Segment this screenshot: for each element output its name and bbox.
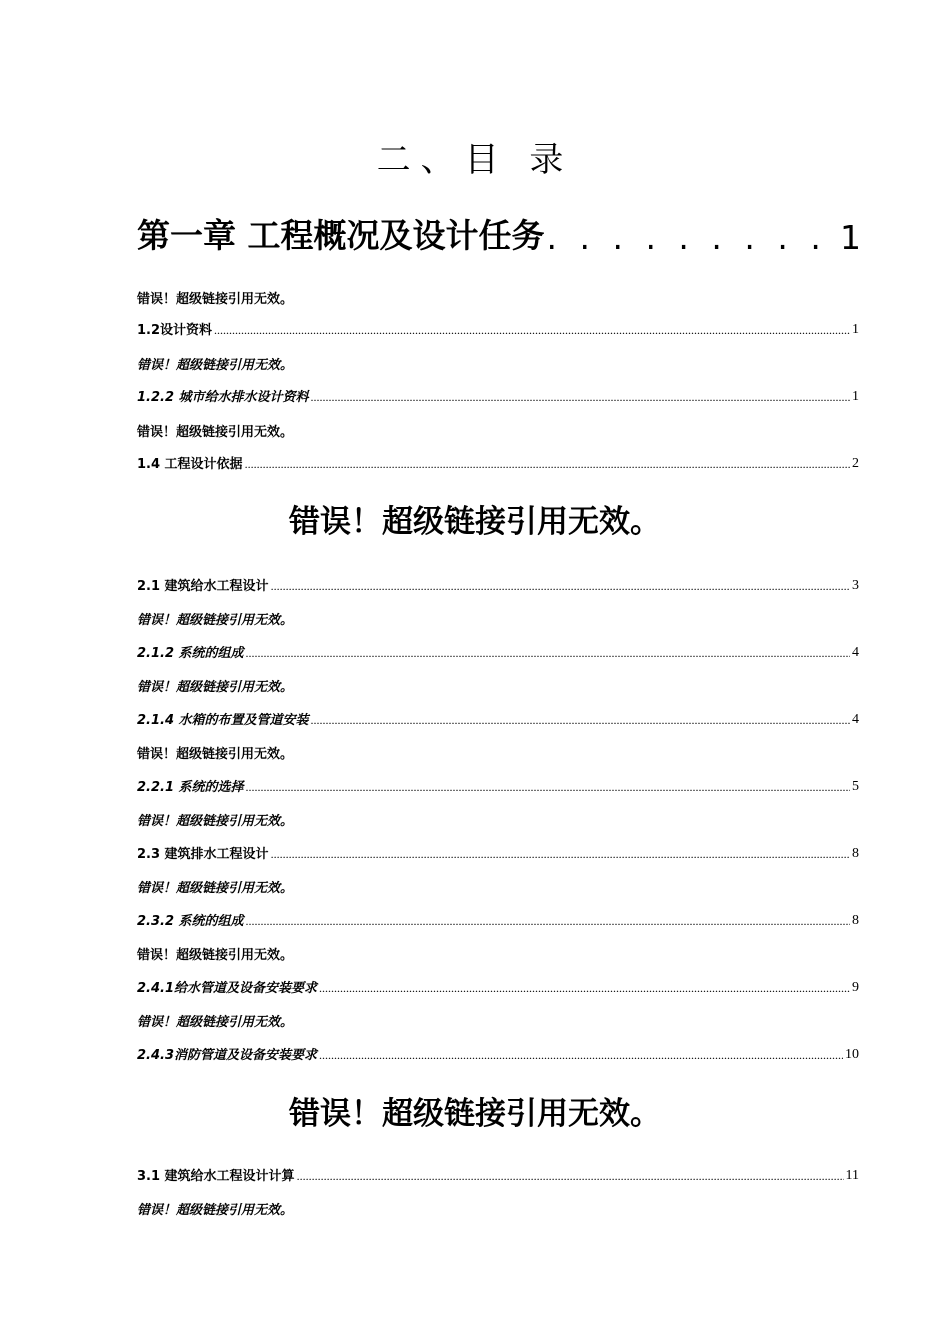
toc-entry-label: 2.1.4 水箱的布置及管道安装	[137, 713, 309, 728]
toc-error-line[interactable]: 错误！超级链接引用无效。	[137, 1015, 294, 1030]
toc-entry-label: 3.1 建筑给水工程设计计算	[137, 1169, 295, 1184]
toc-error-line[interactable]: 错误！超级链接引用无效。	[137, 613, 294, 628]
leader-dots	[271, 847, 850, 862]
toc-entry-page: 5	[852, 779, 859, 794]
toc-entry-label: 2.3 建筑排水工程设计	[137, 847, 269, 862]
toc-entry[interactable]	[137, 1164, 859, 1184]
leader-dots	[246, 646, 850, 661]
toc-entry[interactable]	[137, 976, 859, 996]
toc-entry-page: 4	[852, 645, 859, 660]
toc-entry-label: 2.1.2 系统的组成	[137, 646, 244, 661]
leader-dots	[319, 1048, 843, 1063]
toc-entry-page: 1	[852, 322, 859, 337]
toc-chapter-1-label: 第一章 工程概况及设计任务	[137, 216, 545, 255]
toc-entry[interactable]	[137, 318, 859, 338]
toc-entry[interactable]	[137, 842, 859, 862]
toc-entry-label: 2.3.2 系统的组成	[137, 914, 244, 929]
toc-chapter-1[interactable]	[137, 210, 861, 257]
leader-dots	[246, 780, 850, 795]
toc-entry[interactable]	[137, 1043, 859, 1063]
toc-entry[interactable]	[137, 641, 859, 661]
toc-error-line[interactable]: 错误！超级链接引用无效。	[137, 814, 294, 829]
toc-entry[interactable]	[137, 452, 859, 472]
toc-entry-page: 8	[852, 913, 859, 928]
toc-entry-page: 11	[845, 1168, 859, 1183]
toc-entry[interactable]	[137, 385, 859, 405]
leader-dots	[311, 390, 850, 405]
toc-error-line[interactable]: 错误！超级链接引用无效。	[137, 680, 294, 695]
toc-entry-label: 2.4.1给水管道及设备安装要求	[137, 981, 318, 996]
toc-chapter-error-heading[interactable]: 错误！超级链接引用无效。	[289, 504, 661, 540]
toc-entry-page: 9	[852, 980, 859, 995]
toc-entry[interactable]	[137, 708, 859, 728]
toc-entry-label: 2.4.3消防管道及设备安装要求	[137, 1048, 318, 1063]
toc-entry-label: 1.4 工程设计依据	[137, 457, 243, 472]
toc-error-line[interactable]: 错误！超级链接引用无效。	[137, 425, 294, 440]
toc-error-line[interactable]: 错误！超级链接引用无效。	[137, 747, 294, 762]
toc-chapter-error-heading[interactable]: 错误！超级链接引用无效。	[289, 1096, 661, 1132]
toc-entry-page: 1	[852, 389, 859, 404]
toc-title: 二、目 录	[376, 140, 574, 180]
leader-dots	[547, 218, 837, 257]
toc-entry-label: 2.2.1 系统的选择	[137, 780, 244, 795]
toc-entry-page: 2	[852, 456, 859, 471]
toc-error-line[interactable]: 错误！超级链接引用无效。	[137, 948, 294, 963]
leader-dots	[319, 981, 850, 996]
toc-error-line[interactable]: 错误！超级链接引用无效。	[137, 358, 294, 373]
leader-dots	[246, 914, 850, 929]
toc-entry-page: 10	[845, 1047, 859, 1062]
toc-entry-page: 3	[852, 578, 859, 593]
leader-dots	[311, 713, 850, 728]
leader-dots	[245, 457, 850, 472]
toc-entry-label: 1.2.2 城市给水排水设计资料	[137, 390, 309, 405]
toc-error-line[interactable]: 错误！超级链接引用无效。	[137, 292, 294, 307]
toc-entry[interactable]	[137, 909, 859, 929]
toc-error-line[interactable]: 错误！超级链接引用无效。	[137, 881, 294, 896]
toc-entry-label: 1.2设计资料	[137, 323, 213, 338]
toc-entry-page: 4	[852, 712, 859, 727]
toc-entry[interactable]	[137, 775, 859, 795]
toc-entry[interactable]	[137, 574, 859, 594]
toc-entry-label: 2.1 建筑给水工程设计	[137, 579, 269, 594]
leader-dots	[297, 1169, 844, 1184]
toc-chapter-1-page: 1	[840, 218, 861, 257]
leader-dots	[271, 579, 850, 594]
toc-entry-page: 8	[852, 846, 859, 861]
leader-dots	[214, 323, 850, 338]
toc-error-line[interactable]: 错误！超级链接引用无效。	[137, 1203, 294, 1218]
